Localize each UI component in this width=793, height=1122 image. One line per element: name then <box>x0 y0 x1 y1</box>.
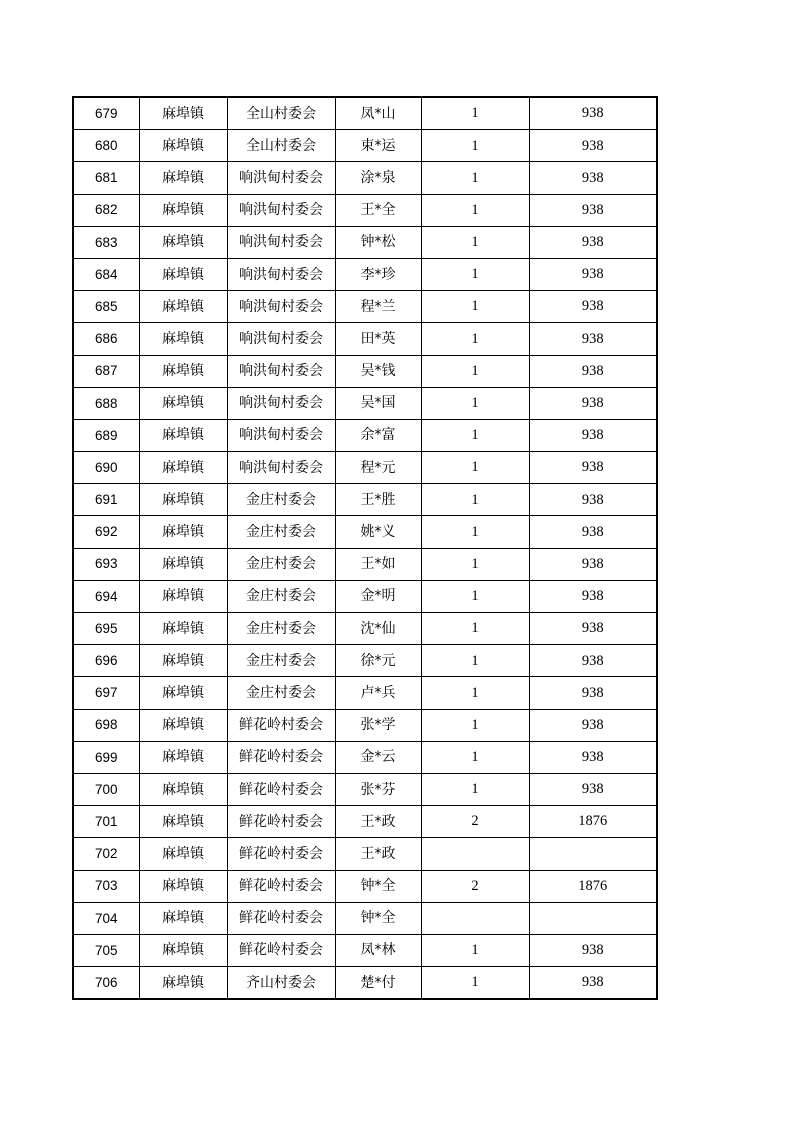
table-row <box>73 323 657 355</box>
person-name-cell: 李*珍 <box>335 258 421 290</box>
serial-number-cell: 695 <box>73 613 139 645</box>
table-row <box>73 387 657 419</box>
serial-number-cell: 682 <box>73 194 139 226</box>
serial-number-cell: 700 <box>73 773 139 805</box>
serial-number-cell: 694 <box>73 580 139 612</box>
person-name-cell: 卢*兵 <box>335 677 421 709</box>
serial-number-cell: 691 <box>73 484 139 516</box>
person-name-cell: 楚*付 <box>335 967 421 1000</box>
village-committee-cell: 金庄村委会 <box>227 548 335 580</box>
serial-number-cell: 688 <box>73 387 139 419</box>
town-cell: 麻埠镇 <box>139 934 227 966</box>
person-name-cell: 王*胜 <box>335 484 421 516</box>
serial-number-cell: 692 <box>73 516 139 548</box>
serial-number-cell: 687 <box>73 355 139 387</box>
person-count-cell <box>421 838 529 870</box>
town-cell: 麻埠镇 <box>139 130 227 162</box>
person-name-cell: 程*兰 <box>335 291 421 323</box>
serial-number-cell: 685 <box>73 291 139 323</box>
amount-cell: 938 <box>529 162 657 194</box>
town-cell: 麻埠镇 <box>139 870 227 902</box>
person-count-cell: 1 <box>421 934 529 966</box>
serial-number-cell: 690 <box>73 452 139 484</box>
village-committee-cell: 鲜花岭村委会 <box>227 773 335 805</box>
table-row <box>73 967 657 1000</box>
person-name-cell: 余*富 <box>335 419 421 451</box>
table-body <box>73 97 657 999</box>
amount-cell: 938 <box>529 967 657 1000</box>
person-count-cell: 1 <box>421 967 529 1000</box>
person-name-cell: 钟*全 <box>335 870 421 902</box>
table-row <box>73 291 657 323</box>
amount-cell: 938 <box>529 387 657 419</box>
town-cell: 麻埠镇 <box>139 806 227 838</box>
village-committee-cell: 响洪甸村委会 <box>227 387 335 419</box>
town-cell: 麻埠镇 <box>139 709 227 741</box>
town-cell: 麻埠镇 <box>139 355 227 387</box>
town-cell: 麻埠镇 <box>139 645 227 677</box>
amount-cell: 938 <box>529 548 657 580</box>
table-row <box>73 709 657 741</box>
table-row <box>73 741 657 773</box>
person-name-cell: 钟*全 <box>335 902 421 934</box>
village-committee-cell: 响洪甸村委会 <box>227 226 335 258</box>
person-name-cell: 王*政 <box>335 806 421 838</box>
person-count-cell: 1 <box>421 162 529 194</box>
town-cell: 麻埠镇 <box>139 226 227 258</box>
person-name-cell: 沈*仙 <box>335 613 421 645</box>
person-count-cell: 1 <box>421 613 529 645</box>
serial-number-cell: 697 <box>73 677 139 709</box>
amount-cell <box>529 838 657 870</box>
amount-cell: 938 <box>529 709 657 741</box>
person-count-cell: 1 <box>421 773 529 805</box>
amount-cell: 938 <box>529 97 657 130</box>
person-count-cell: 1 <box>421 194 529 226</box>
table-row <box>73 677 657 709</box>
person-count-cell: 1 <box>421 130 529 162</box>
village-committee-cell: 响洪甸村委会 <box>227 291 335 323</box>
serial-number-cell: 693 <box>73 548 139 580</box>
village-committee-cell: 全山村委会 <box>227 130 335 162</box>
amount-cell: 938 <box>529 355 657 387</box>
person-count-cell: 1 <box>421 645 529 677</box>
person-name-cell: 田*英 <box>335 323 421 355</box>
table-row <box>73 484 657 516</box>
serial-number-cell: 703 <box>73 870 139 902</box>
person-count-cell: 1 <box>421 677 529 709</box>
person-name-cell: 涂*泉 <box>335 162 421 194</box>
person-count-cell: 1 <box>421 580 529 612</box>
table-row <box>73 580 657 612</box>
serial-number-cell: 704 <box>73 902 139 934</box>
town-cell: 麻埠镇 <box>139 452 227 484</box>
person-name-cell: 凤*山 <box>335 97 421 130</box>
village-committee-cell: 鲜花岭村委会 <box>227 741 335 773</box>
village-committee-cell: 响洪甸村委会 <box>227 194 335 226</box>
village-committee-cell: 响洪甸村委会 <box>227 258 335 290</box>
amount-cell: 938 <box>529 741 657 773</box>
town-cell: 麻埠镇 <box>139 773 227 805</box>
person-name-cell: 徐*元 <box>335 645 421 677</box>
table-row <box>73 258 657 290</box>
amount-cell: 938 <box>529 516 657 548</box>
person-count-cell <box>421 902 529 934</box>
amount-cell: 938 <box>529 419 657 451</box>
person-count-cell: 1 <box>421 741 529 773</box>
table-row <box>73 806 657 838</box>
village-committee-cell: 响洪甸村委会 <box>227 162 335 194</box>
town-cell: 麻埠镇 <box>139 194 227 226</box>
serial-number-cell: 701 <box>73 806 139 838</box>
serial-number-cell: 699 <box>73 741 139 773</box>
village-committee-cell: 全山村委会 <box>227 97 335 130</box>
amount-cell: 938 <box>529 645 657 677</box>
person-count-cell: 1 <box>421 452 529 484</box>
person-count-cell: 1 <box>421 484 529 516</box>
serial-number-cell: 696 <box>73 645 139 677</box>
table-row <box>73 419 657 451</box>
person-name-cell: 金*明 <box>335 580 421 612</box>
table-row <box>73 516 657 548</box>
serial-number-cell: 681 <box>73 162 139 194</box>
town-cell: 麻埠镇 <box>139 162 227 194</box>
person-count-cell: 1 <box>421 258 529 290</box>
town-cell: 麻埠镇 <box>139 484 227 516</box>
town-cell: 麻埠镇 <box>139 838 227 870</box>
village-committee-cell: 鲜花岭村委会 <box>227 902 335 934</box>
serial-number-cell: 689 <box>73 419 139 451</box>
person-count-cell: 2 <box>421 870 529 902</box>
town-cell: 麻埠镇 <box>139 516 227 548</box>
serial-number-cell: 702 <box>73 838 139 870</box>
amount-cell: 1876 <box>529 806 657 838</box>
person-count-cell: 1 <box>421 291 529 323</box>
person-name-cell: 王*政 <box>335 838 421 870</box>
town-cell: 麻埠镇 <box>139 258 227 290</box>
person-count-cell: 1 <box>421 355 529 387</box>
amount-cell: 938 <box>529 484 657 516</box>
village-committee-cell: 鲜花岭村委会 <box>227 806 335 838</box>
village-committee-cell: 响洪甸村委会 <box>227 323 335 355</box>
town-cell: 麻埠镇 <box>139 967 227 1000</box>
table-row <box>73 194 657 226</box>
table-row <box>73 645 657 677</box>
person-count-cell: 2 <box>421 806 529 838</box>
town-cell: 麻埠镇 <box>139 902 227 934</box>
amount-cell <box>529 902 657 934</box>
person-name-cell: 姚*义 <box>335 516 421 548</box>
town-cell: 麻埠镇 <box>139 580 227 612</box>
table-row <box>73 452 657 484</box>
person-name-cell: 王*如 <box>335 548 421 580</box>
village-committee-cell: 响洪甸村委会 <box>227 452 335 484</box>
table-row <box>73 934 657 966</box>
person-count-cell: 1 <box>421 226 529 258</box>
serial-number-cell: 698 <box>73 709 139 741</box>
person-name-cell: 束*运 <box>335 130 421 162</box>
person-count-cell: 1 <box>421 387 529 419</box>
table-row <box>73 226 657 258</box>
village-committee-cell: 响洪甸村委会 <box>227 419 335 451</box>
village-committee-cell: 金庄村委会 <box>227 613 335 645</box>
data-table <box>72 96 658 1000</box>
village-committee-cell: 响洪甸村委会 <box>227 355 335 387</box>
amount-cell: 938 <box>529 130 657 162</box>
serial-number-cell: 686 <box>73 323 139 355</box>
amount-cell: 938 <box>529 773 657 805</box>
table-row <box>73 162 657 194</box>
table-row <box>73 773 657 805</box>
person-count-cell: 1 <box>421 548 529 580</box>
amount-cell: 938 <box>529 452 657 484</box>
table-row <box>73 548 657 580</box>
village-committee-cell: 金庄村委会 <box>227 645 335 677</box>
amount-cell: 938 <box>529 291 657 323</box>
person-count-cell: 1 <box>421 709 529 741</box>
table-row <box>73 613 657 645</box>
serial-number-cell: 684 <box>73 258 139 290</box>
village-committee-cell: 鲜花岭村委会 <box>227 709 335 741</box>
town-cell: 麻埠镇 <box>139 741 227 773</box>
village-committee-cell: 金庄村委会 <box>227 484 335 516</box>
amount-cell: 938 <box>529 258 657 290</box>
town-cell: 麻埠镇 <box>139 387 227 419</box>
person-name-cell: 吴*钱 <box>335 355 421 387</box>
village-committee-cell: 鲜花岭村委会 <box>227 838 335 870</box>
amount-cell: 938 <box>529 613 657 645</box>
person-count-cell: 1 <box>421 97 529 130</box>
village-committee-cell: 金庄村委会 <box>227 580 335 612</box>
town-cell: 麻埠镇 <box>139 97 227 130</box>
amount-cell: 938 <box>529 194 657 226</box>
town-cell: 麻埠镇 <box>139 613 227 645</box>
town-cell: 麻埠镇 <box>139 291 227 323</box>
village-committee-cell: 齐山村委会 <box>227 967 335 1000</box>
table-row <box>73 130 657 162</box>
serial-number-cell: 680 <box>73 130 139 162</box>
town-cell: 麻埠镇 <box>139 323 227 355</box>
serial-number-cell: 683 <box>73 226 139 258</box>
person-name-cell: 凤*林 <box>335 934 421 966</box>
person-count-cell: 1 <box>421 419 529 451</box>
amount-cell: 938 <box>529 934 657 966</box>
serial-number-cell: 679 <box>73 97 139 130</box>
town-cell: 麻埠镇 <box>139 419 227 451</box>
person-name-cell: 程*元 <box>335 452 421 484</box>
person-name-cell: 王*全 <box>335 194 421 226</box>
village-committee-cell: 鲜花岭村委会 <box>227 934 335 966</box>
table-row <box>73 870 657 902</box>
village-committee-cell: 金庄村委会 <box>227 677 335 709</box>
person-count-cell: 1 <box>421 323 529 355</box>
amount-cell: 1876 <box>529 870 657 902</box>
amount-cell: 938 <box>529 580 657 612</box>
serial-number-cell: 705 <box>73 934 139 966</box>
person-count-cell: 1 <box>421 516 529 548</box>
amount-cell: 938 <box>529 677 657 709</box>
table-row <box>73 838 657 870</box>
table-row <box>73 355 657 387</box>
person-name-cell: 张*芬 <box>335 773 421 805</box>
town-cell: 麻埠镇 <box>139 548 227 580</box>
person-name-cell: 金*云 <box>335 741 421 773</box>
table-row <box>73 902 657 934</box>
person-name-cell: 钟*松 <box>335 226 421 258</box>
person-name-cell: 吴*国 <box>335 387 421 419</box>
serial-number-cell: 706 <box>73 967 139 1000</box>
amount-cell: 938 <box>529 226 657 258</box>
town-cell: 麻埠镇 <box>139 677 227 709</box>
village-committee-cell: 鲜花岭村委会 <box>227 870 335 902</box>
person-name-cell: 张*学 <box>335 709 421 741</box>
amount-cell: 938 <box>529 323 657 355</box>
village-committee-cell: 金庄村委会 <box>227 516 335 548</box>
table-row <box>73 97 657 130</box>
